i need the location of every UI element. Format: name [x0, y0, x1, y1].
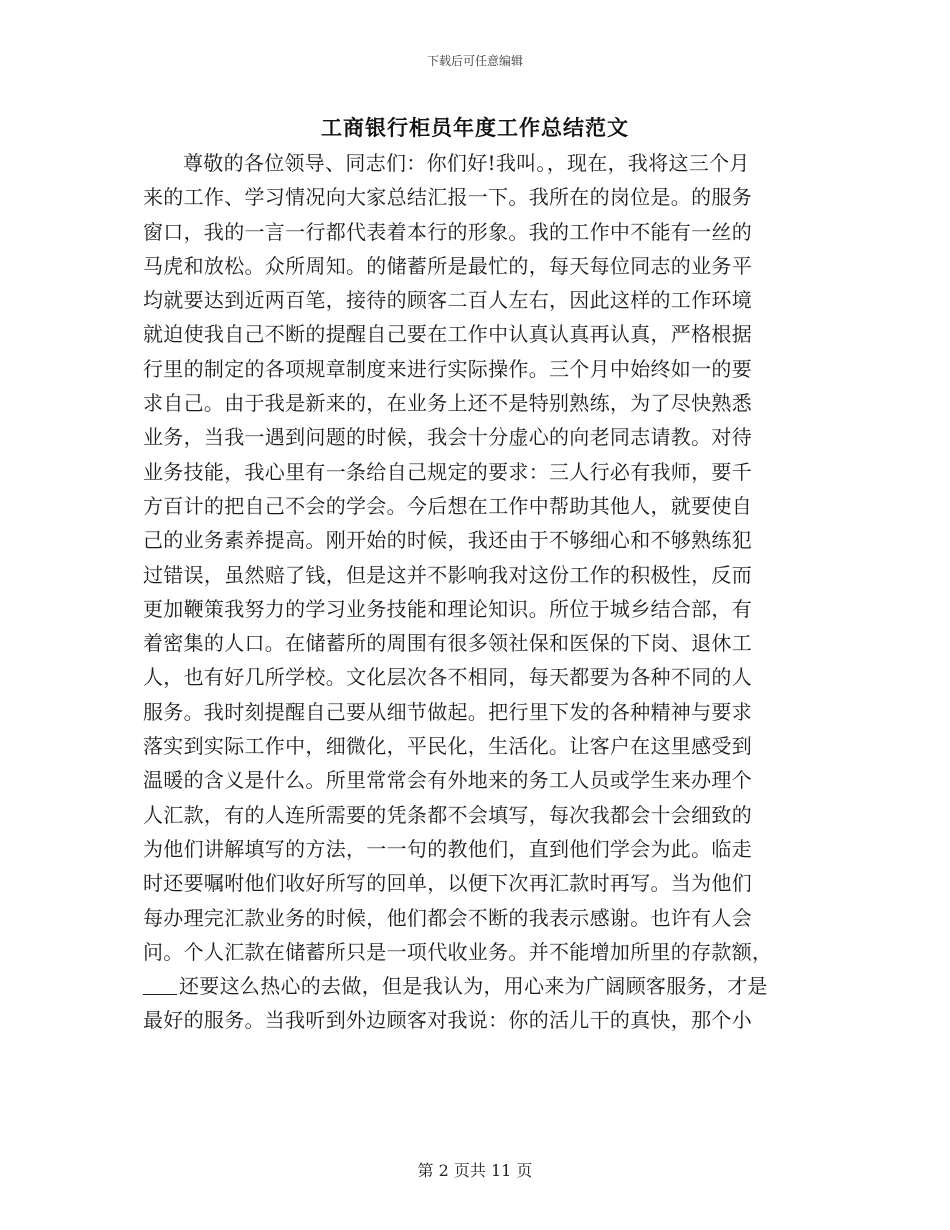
page-header-note: 下载后可任意编辑 — [426, 54, 523, 68]
document-title: 工商银行柜员年度工作总结范文 — [321, 115, 629, 140]
paragraph-line: 温暖的含义是什么。所里常常会有外地来的务工人员或学生来办理个 — [143, 768, 752, 793]
paragraph-line: 尊敬的各位领导、同志们：你们好!我叫。，现在，我将这三个月 — [183, 151, 750, 175]
paragraph-line: 行里的制定的各项规章制度来进行实际操作。三个月中始终如一的要 — [143, 356, 752, 381]
paragraph-line: 人汇款，有的人连所需要的凭条都不会填写，每次我都会十会细致的 — [143, 802, 752, 827]
fill-in-blank — [143, 972, 177, 995]
paragraph-line: 方百计的把自己不会的学会。今后想在工作中帮助其他人，就要使自 — [143, 493, 752, 518]
paragraph-line: 窗口，我的一言一行都代表着本行的形象。我的工作中不能有一丝的 — [143, 219, 752, 244]
paragraph-line: 来的工作、学习情况向大家总结汇报一下。我所在的岗位是。的服务 — [143, 185, 752, 210]
paragraph-line: 服务。我时刻提醒自己要从细节做起。把行里下发的各种精神与要求 — [143, 699, 752, 724]
paragraph-line: 问。个人汇款在储蓄所只是一项代收业务。并不能增加所里的存款额， — [143, 939, 773, 964]
paragraph-line: 最好的服务。当我听到外边顾客对我说：你的活儿干的真快，那个小 — [143, 1008, 752, 1033]
paragraph-line: 业务技能，我心里有一条给自己规定的要求：三人行必有我师，要千 — [143, 459, 752, 484]
paragraph-line: 马虎和放松。众所周知。的储蓄所是最忙的，每天每位同志的业务平 — [143, 253, 752, 278]
paragraph-line: 时还要嘱咐他们收好所写的回单，以便下次再汇款时再写。当为他们 — [143, 871, 752, 896]
page-number: 第 2 页共 11 页 — [417, 1161, 533, 1180]
paragraph-line: 就迫使我自己不断的提醒自己要在工作中认真认真再认真，严格根据 — [143, 322, 752, 347]
paragraph-line: 人，也有好几所学校。文化层次各不相同，每天都要为各种不同的人 — [143, 665, 752, 690]
paragraph-line: 着密集的人口。在储蓄所的周围有很多领社保和医保的下岗、退休工 — [143, 631, 752, 656]
paragraph-line: 为他们讲解填写的方法，一一句的教他们，直到他们学会为此。临走 — [143, 836, 752, 861]
paragraph-line-with-blank — [143, 969, 805, 1003]
paragraph-line: 每办理完汇款业务的时候，他们都会不断的我表示感谢。也许有人会 — [143, 905, 752, 930]
paragraph-line: 落实到实际工作中，细微化，平民化，生活化。让客户在这里感受到 — [143, 734, 752, 759]
paragraph-line-text: 还要这么热心的去做，但是我认为，用心来为广阔顾客服务，才是 — [179, 974, 768, 999]
paragraph-line: 己的业务素养提高。刚开始的时候，我还由于不够细心和不够熟练犯 — [143, 528, 752, 553]
document-body — [143, 146, 805, 1038]
paragraph-line: 过错误，虽然赔了钱，但是这并不影响我对这份工作的积极性，反而 — [143, 562, 752, 587]
paragraph-line: 业务，当我一遇到问题的时候，我会十分虚心的向老同志请教。对待 — [143, 425, 752, 450]
paragraph-line: 更加鞭策我努力的学习业务技能和理论知识。所位于城乡结合部，有 — [143, 596, 752, 621]
paragraph-line: 均就要达到近两百笔，接待的顾客二百人左右，因此这样的工作环境 — [143, 288, 752, 313]
paragraph-line: 求自己。由于我是新来的，在业务上还不是特别熟练，为了尽快熟悉 — [143, 391, 752, 416]
